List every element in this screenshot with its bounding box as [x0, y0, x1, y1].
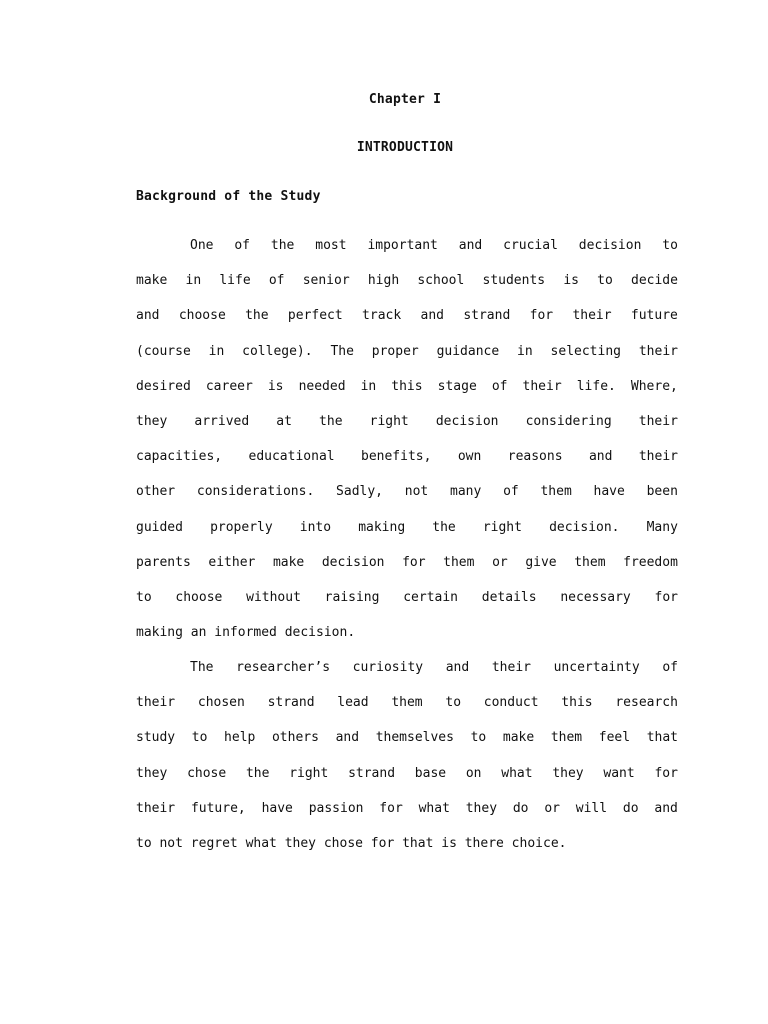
word: them [391, 695, 423, 711]
word: base [414, 765, 447, 781]
word: career [205, 378, 253, 394]
text-line [136, 474, 678, 509]
word: not [404, 484, 429, 500]
text-line [136, 650, 678, 685]
word: and [445, 660, 470, 675]
word: will [575, 800, 608, 816]
text-line [136, 228, 678, 263]
word: them [540, 484, 572, 500]
word: important [367, 238, 438, 253]
word: do [622, 800, 639, 816]
word: benefits, [361, 449, 432, 465]
word: on [465, 765, 482, 781]
word: give [525, 554, 557, 570]
word: lead [337, 695, 369, 711]
word: do [512, 800, 529, 816]
word: Many [646, 519, 678, 535]
word: the [432, 519, 456, 535]
word: of [503, 484, 519, 500]
word: perfect [287, 308, 343, 324]
word: selecting [550, 343, 621, 359]
word: researcher’s [236, 660, 331, 675]
word: for [654, 765, 678, 781]
word: they [136, 765, 168, 781]
word: guided [136, 519, 183, 535]
word: One [190, 238, 214, 253]
word: their [638, 449, 678, 465]
section-heading: Background of the Study [136, 189, 321, 204]
text-line [136, 510, 678, 545]
word: is [267, 378, 284, 394]
text-line: to not regret what they chose for that is there choice. [136, 835, 567, 851]
word: them [443, 554, 475, 570]
word: capacities, [136, 449, 223, 465]
word: to [136, 589, 152, 605]
word: or [492, 554, 508, 570]
word: them [550, 730, 583, 746]
word: for [529, 308, 554, 324]
word: without [246, 589, 301, 605]
text-line [136, 685, 678, 720]
word: what [418, 800, 450, 816]
word: raising [324, 589, 380, 605]
word: have [593, 484, 625, 500]
word: making [358, 519, 406, 535]
word: choose [178, 308, 226, 324]
word: of [234, 238, 251, 253]
word: their [522, 378, 562, 394]
paragraph-1 [136, 228, 678, 650]
word: make [502, 730, 535, 746]
word: uncertainty [553, 660, 640, 675]
word: make [272, 554, 305, 570]
word: to [191, 730, 208, 746]
main-title: INTRODUCTION [356, 140, 454, 155]
word: school [417, 273, 465, 289]
word: proper [371, 343, 419, 359]
word: considerations. [196, 484, 315, 500]
word: decision [321, 554, 385, 570]
word: them [574, 554, 606, 570]
word: decision. [549, 519, 620, 535]
word: and [136, 308, 160, 324]
word: their [572, 308, 612, 324]
word: other [136, 484, 176, 500]
word: most [315, 238, 347, 253]
word: senior [302, 273, 350, 289]
word: what [501, 765, 533, 781]
word: passion [308, 800, 364, 816]
word: stage [437, 378, 477, 394]
word: life [219, 273, 251, 289]
text-line [136, 545, 678, 580]
word: of [268, 273, 285, 289]
word: and [654, 800, 678, 816]
word: at [276, 413, 292, 429]
word: others [271, 730, 319, 746]
word: choose [175, 589, 223, 605]
word: strand [463, 308, 511, 324]
word: and [458, 238, 483, 253]
word: future, [190, 800, 246, 816]
word: necessary [560, 589, 631, 605]
word: their [136, 695, 176, 711]
word: own [457, 449, 482, 465]
word: desired [136, 378, 191, 394]
word: right [369, 413, 409, 429]
word: (course [136, 343, 191, 359]
word: that [646, 730, 678, 746]
word: to [662, 238, 678, 253]
word: of [662, 660, 678, 675]
word: help [224, 730, 256, 746]
word: either [208, 554, 256, 570]
word: arrived [194, 413, 250, 429]
word: crucial [503, 238, 558, 253]
word: to [597, 273, 613, 289]
word: right [482, 519, 522, 535]
text-line [136, 791, 678, 826]
word: properly [210, 519, 273, 535]
word: in [208, 343, 225, 359]
word: their [638, 343, 678, 359]
word: details [481, 589, 537, 605]
word: decide [631, 273, 678, 289]
word: Where, [630, 378, 678, 394]
paragraph-2 [136, 650, 678, 861]
word: this [561, 695, 593, 711]
word: research [615, 695, 678, 711]
word: into [299, 519, 332, 535]
word: college). [242, 343, 313, 359]
word: to [445, 695, 462, 711]
word: or [544, 800, 560, 816]
word: life. [576, 378, 616, 394]
word: future [630, 308, 678, 324]
word: Sadly, [336, 484, 384, 500]
word: high [367, 273, 400, 289]
word: The [190, 660, 214, 675]
text-line [136, 263, 678, 298]
word: educational [248, 449, 335, 465]
word: and [588, 449, 613, 465]
word: the [245, 308, 269, 324]
word: decision [435, 413, 499, 429]
word: certain [403, 589, 459, 605]
word: strand [267, 695, 315, 711]
word: the [245, 765, 270, 781]
word: their [638, 413, 678, 429]
word: in [185, 273, 202, 289]
word: and [335, 730, 360, 746]
word: freedom [623, 554, 678, 570]
word: in [517, 343, 533, 359]
word: for [654, 589, 678, 605]
word: curiosity [352, 660, 424, 675]
text-line [136, 334, 678, 369]
word: have [261, 800, 293, 816]
word: is [563, 273, 579, 289]
word: they [136, 413, 168, 429]
word: to [470, 730, 487, 746]
word: The [330, 343, 354, 359]
word: strand [348, 765, 396, 781]
text-line [136, 756, 678, 791]
word: chose [187, 765, 227, 781]
word: been [646, 484, 678, 500]
word: guidance [436, 343, 500, 359]
word: for [402, 554, 426, 570]
word: their [136, 800, 176, 816]
word: many [450, 484, 482, 500]
word: needed [298, 378, 346, 394]
word: study [136, 730, 176, 746]
word: conduct [483, 695, 539, 711]
word: parents [136, 554, 191, 570]
word: this [391, 378, 423, 394]
text-line [136, 720, 678, 755]
word: track [362, 308, 402, 324]
word: the [270, 238, 295, 253]
word: want [603, 765, 635, 781]
text-line [136, 298, 678, 333]
word: right [289, 765, 329, 781]
word: in [360, 378, 377, 394]
chapter-title: Chapter I [368, 92, 442, 107]
word: decision [578, 238, 642, 253]
word: themselves [375, 730, 454, 746]
word: their [491, 660, 531, 675]
word: considering [525, 413, 612, 429]
word: make [136, 273, 168, 289]
text-line [136, 404, 678, 439]
word: the [319, 413, 343, 429]
word: students [482, 273, 546, 289]
word: they [465, 800, 498, 816]
word: for [379, 800, 403, 816]
text-line: making an informed decision. [136, 625, 356, 641]
word: feel [598, 730, 631, 746]
text-line [136, 439, 678, 474]
word: chosen [197, 695, 245, 711]
word: they [552, 765, 584, 781]
word: and [420, 308, 444, 324]
text-line [136, 580, 678, 615]
word: of [491, 378, 508, 394]
word: reasons [507, 449, 563, 465]
text-line [136, 369, 678, 404]
